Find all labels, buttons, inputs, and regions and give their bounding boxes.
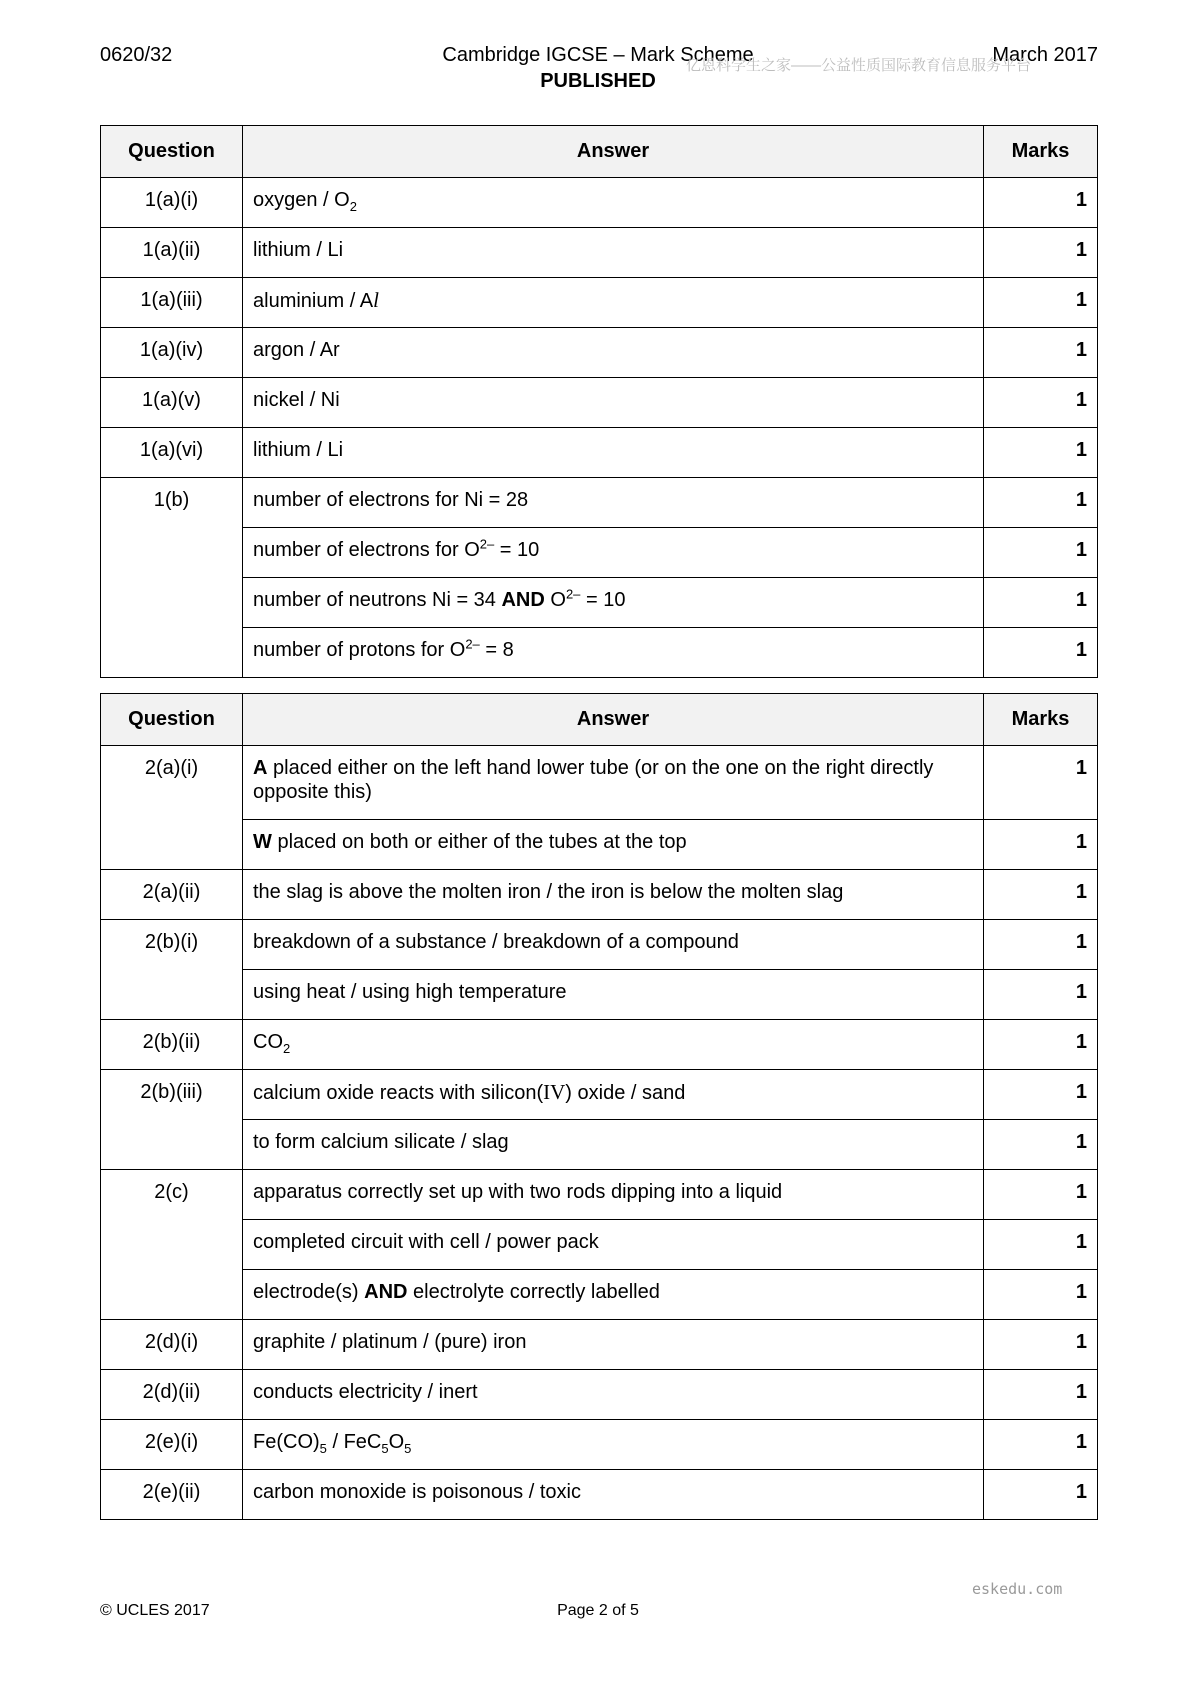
answer-cell: W placed on both or either of the tubes at the top [243,820,984,870]
page-number: Page 2 of 5 [557,1602,639,1619]
question-cell: 2(a)(ii) [101,870,243,920]
answer-cell: $CO_2$ [243,1020,984,1070]
question-cell: 1(a)(v) [101,378,243,428]
question-cell: 2(b)(ii) [101,1020,243,1070]
table-row [101,1420,1098,1470]
answer-cell: completed circuit with cell / power pack [243,1220,984,1270]
answer-cell: oxygen / $O_2$ [243,178,984,228]
table-row [101,1170,1098,1220]
answer-header: Answer [243,126,984,178]
table-row [101,1220,1098,1270]
answer-cell: electrode(s) AND electrolyte correctly labelled [243,1270,984,1320]
marks-cell: 1 [984,1020,1098,1070]
marks-cell: 1 [984,1420,1098,1470]
marks-cell: 1 [984,1170,1098,1220]
answer-header: Answer [243,694,984,746]
table-row [101,746,1098,820]
marks-cell: 1 [984,328,1098,378]
table-row [101,528,1098,578]
marks-cell: 1 [984,746,1098,820]
table-row [101,628,1098,678]
document-title: Cambridge IGCSE – Mark Scheme [442,44,754,66]
question-cell: 2(b)(i) [101,920,243,1020]
table-row [101,1270,1098,1320]
table-row [101,578,1098,628]
marks-cell: 1 [984,920,1098,970]
answer-cell: conducts electricity / inert [243,1370,984,1420]
table-row [101,1070,1098,1120]
answer-cell: graphite / platinum / (pure) iron [243,1320,984,1370]
answer-cell: apparatus correctly set up with two rods dipping into a liquid [243,1170,984,1220]
table-row [101,1020,1098,1070]
question-cell: 1(a)(ii) [101,228,243,278]
answer-cell: to form calcium silicate / slag [243,1120,984,1170]
table-row [101,920,1098,970]
question-cell: 2(d)(ii) [101,1370,243,1420]
answer-cell: number of neutrons Ni = 34 AND $O^{2-} = 10$ [243,578,984,628]
marks-cell: 1 [984,1470,1098,1520]
answer-cell: aluminium / Al [243,278,984,328]
published-label: PUBLISHED [540,70,656,92]
answer-cell: lithium / Li [243,228,984,278]
table-row [101,478,1098,528]
site-watermark: eskedu.com [972,1580,1063,1598]
answer-cell: argon / Ar [243,328,984,378]
table-row [101,970,1098,1020]
question-cell: 1(a)(iv) [101,328,243,378]
marks-cell: 1 [984,1120,1098,1170]
table-header-row [101,126,1098,178]
answer-cell: A placed either on the left hand lower tube (or on the one on the right directly opposite this) [243,746,984,820]
marks-cell: 1 [984,578,1098,628]
question-cell: 2(e)(i) [101,1420,243,1470]
watermark-text: 亿恩科学生之家——公益性质国际教育信息服务平台 [686,57,1032,74]
question-cell: 2(a)(i) [101,746,243,870]
marks-cell: 1 [984,1370,1098,1420]
marks-cell: 1 [984,228,1098,278]
marks-cell: 1 [984,1070,1098,1120]
answer-cell: nickel / Ni [243,378,984,428]
question-header: Question [101,694,243,746]
question-cell: 2(e)(ii) [101,1470,243,1520]
copyright: © UCLES 2017 [100,1602,210,1619]
table-row [101,328,1098,378]
table-row [101,428,1098,478]
answer-cell: lithium / Li [243,428,984,478]
table-row [101,870,1098,920]
table-row [101,820,1098,870]
marks-cell: 1 [984,870,1098,920]
answer-cell: number of electrons for $O^{2-} = 10$ [243,528,984,578]
marks-cell: 1 [984,1320,1098,1370]
question-cell: 1(b) [101,478,243,678]
question-cell: 1(a)(iii) [101,278,243,328]
paper-code: 0620/32 [100,44,173,66]
answer-cell: $Fe(CO)_5 / FeC_5O_5$ [243,1420,984,1470]
table-row [101,1320,1098,1370]
marks-cell: 1 [984,178,1098,228]
marks-cell: 1 [984,428,1098,478]
marks-header: Marks [984,126,1098,178]
marks-cell: 1 [984,378,1098,428]
marks-cell: 1 [984,820,1098,870]
mark-scheme-table-2 [100,693,1098,1520]
answer-cell: calcium oxide reacts with silicon(IV) oxide / sand [243,1070,984,1120]
marks-cell: 1 [984,970,1098,1020]
question-cell: 1(a)(i) [101,178,243,228]
marks-cell: 1 [984,478,1098,528]
marks-header: Marks [984,694,1098,746]
table-header-row [101,694,1098,746]
question-cell: 2(c) [101,1170,243,1320]
marks-cell: 1 [984,628,1098,678]
question-cell: 2(d)(i) [101,1320,243,1370]
table-row [101,278,1098,328]
table-row [101,178,1098,228]
table-row [101,378,1098,428]
marks-cell: 1 [984,528,1098,578]
answer-cell: number of protons for $O^{2-} = 8$ [243,628,984,678]
marks-cell: 1 [984,1270,1098,1320]
answer-cell: carbon monoxide is poisonous / toxic [243,1470,984,1520]
table-row [101,1370,1098,1420]
question-header: Question [101,126,243,178]
answer-cell: number of electrons for Ni = 28 [243,478,984,528]
table-row [101,228,1098,278]
question-cell: 1(a)(vi) [101,428,243,478]
answer-cell: using heat / using high temperature [243,970,984,1020]
marks-cell: 1 [984,278,1098,328]
question-cell: 2(b)(iii) [101,1070,243,1170]
exam-date: March 2017 [992,44,1098,66]
marks-cell: 1 [984,1220,1098,1270]
table-row [101,1120,1098,1170]
mark-scheme-table-1 [100,125,1098,678]
answer-cell: breakdown of a substance / breakdown of a compound [243,920,984,970]
answer-cell: the slag is above the molten iron / the iron is below the molten slag [243,870,984,920]
table-row [101,1470,1098,1520]
